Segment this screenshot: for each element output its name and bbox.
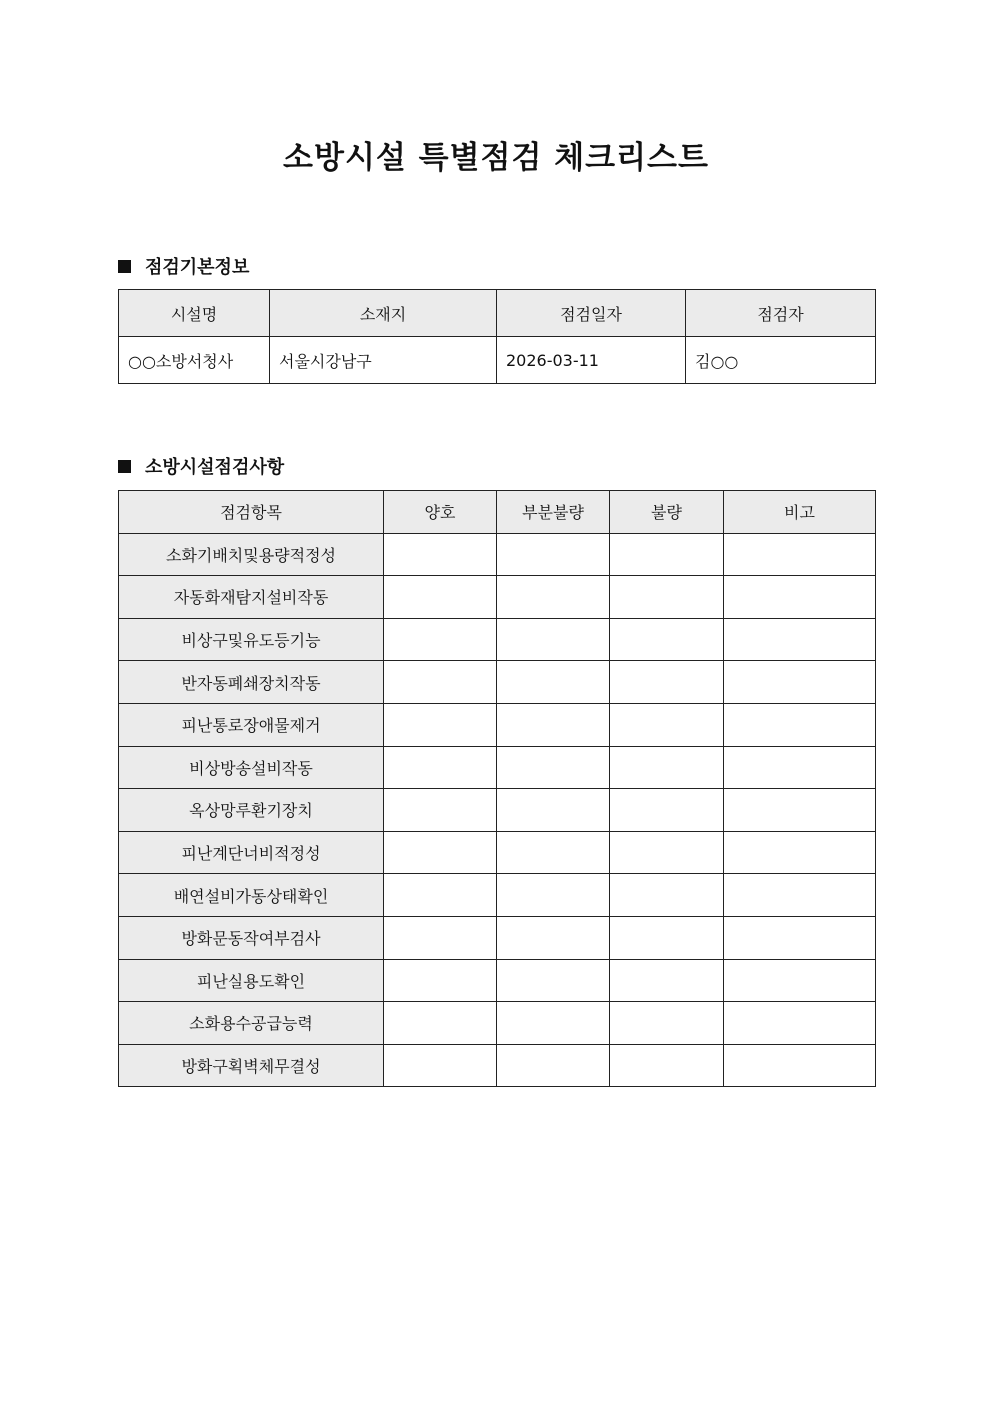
check-cell-good[interactable] bbox=[384, 533, 497, 576]
section-heading-basic-info bbox=[118, 253, 249, 279]
header-facility-name: 시설명 bbox=[119, 290, 270, 337]
table-row bbox=[119, 576, 876, 619]
check-cell-defect[interactable] bbox=[610, 959, 724, 1002]
check-cell-remarks[interactable] bbox=[724, 703, 876, 746]
check-cell-defect[interactable] bbox=[610, 576, 724, 619]
table-row bbox=[119, 533, 876, 576]
check-item-name: 비상구및유도등기능 bbox=[119, 618, 384, 661]
checklist-table bbox=[118, 490, 876, 1087]
table-row bbox=[119, 959, 876, 1002]
header-inspector: 점검자 bbox=[686, 290, 876, 337]
table-row bbox=[119, 1002, 876, 1045]
header-inspection-date: 점검일자 bbox=[497, 290, 686, 337]
check-cell-defect[interactable] bbox=[610, 789, 724, 832]
check-cell-good[interactable] bbox=[384, 789, 497, 832]
check-cell-remarks[interactable] bbox=[724, 1002, 876, 1045]
check-cell-defect[interactable] bbox=[610, 661, 724, 704]
check-cell-good[interactable] bbox=[384, 746, 497, 789]
check-cell-defect[interactable] bbox=[610, 1044, 724, 1087]
check-cell-partial-defect[interactable] bbox=[497, 746, 610, 789]
check-cell-partial-defect[interactable] bbox=[497, 874, 610, 917]
check-cell-partial-defect[interactable] bbox=[497, 789, 610, 832]
square-bullet-icon bbox=[118, 460, 131, 473]
table-header-row bbox=[119, 290, 876, 337]
table-row bbox=[119, 703, 876, 746]
value-inspector: 김○○ bbox=[686, 337, 876, 384]
table-row bbox=[119, 337, 876, 384]
check-cell-partial-defect[interactable] bbox=[497, 533, 610, 576]
table-row bbox=[119, 618, 876, 661]
check-cell-remarks[interactable] bbox=[724, 789, 876, 832]
check-cell-good[interactable] bbox=[384, 661, 497, 704]
check-cell-partial-defect[interactable] bbox=[497, 1044, 610, 1087]
value-inspection-date: 2026-03-11 bbox=[497, 337, 686, 384]
check-cell-partial-defect[interactable] bbox=[497, 576, 610, 619]
check-cell-remarks[interactable] bbox=[724, 661, 876, 704]
check-cell-defect[interactable] bbox=[610, 746, 724, 789]
check-cell-remarks[interactable] bbox=[724, 533, 876, 576]
check-cell-remarks[interactable] bbox=[724, 618, 876, 661]
check-item-name: 방화구획벽체무결성 bbox=[119, 1044, 384, 1087]
check-cell-defect[interactable] bbox=[610, 831, 724, 874]
check-cell-partial-defect[interactable] bbox=[497, 831, 610, 874]
check-cell-remarks[interactable] bbox=[724, 831, 876, 874]
table-row bbox=[119, 746, 876, 789]
header-partial-defect: 부분불량 bbox=[497, 491, 610, 534]
document-title: 소방시설 특별점검 체크리스트 bbox=[283, 140, 709, 176]
check-item-name: 피난실용도확인 bbox=[119, 959, 384, 1002]
value-facility-name: ○○소방서청사 bbox=[119, 337, 270, 384]
header-check-item: 점검항목 bbox=[119, 491, 384, 534]
table-row bbox=[119, 789, 876, 832]
header-defect: 불량 bbox=[610, 491, 724, 534]
section-heading-label: 소방시설점검사항 bbox=[145, 457, 285, 478]
checklist-body bbox=[119, 533, 876, 1087]
check-cell-defect[interactable] bbox=[610, 916, 724, 959]
check-cell-partial-defect[interactable] bbox=[497, 916, 610, 959]
check-cell-good[interactable] bbox=[384, 1044, 497, 1087]
check-cell-partial-defect[interactable] bbox=[497, 703, 610, 746]
check-cell-good[interactable] bbox=[384, 831, 497, 874]
check-cell-good[interactable] bbox=[384, 703, 497, 746]
check-cell-remarks[interactable] bbox=[724, 576, 876, 619]
table-row bbox=[119, 916, 876, 959]
check-cell-good[interactable] bbox=[384, 576, 497, 619]
check-item-name: 소화기배치및용량적정성 bbox=[119, 533, 384, 576]
check-item-name: 배연설비가동상태확인 bbox=[119, 874, 384, 917]
check-item-name: 반자동폐쇄장치작동 bbox=[119, 661, 384, 704]
check-item-name: 피난통로장애물제거 bbox=[119, 703, 384, 746]
check-item-name: 소화용수공급능력 bbox=[119, 1002, 384, 1045]
header-remarks: 비고 bbox=[724, 491, 876, 534]
check-cell-good[interactable] bbox=[384, 874, 497, 917]
check-cell-partial-defect[interactable] bbox=[497, 618, 610, 661]
check-cell-defect[interactable] bbox=[610, 618, 724, 661]
check-cell-defect[interactable] bbox=[610, 1002, 724, 1045]
check-cell-good[interactable] bbox=[384, 1002, 497, 1045]
section-heading-label: 점검기본정보 bbox=[145, 257, 250, 278]
check-cell-defect[interactable] bbox=[610, 874, 724, 917]
check-cell-good[interactable] bbox=[384, 618, 497, 661]
check-cell-remarks[interactable] bbox=[724, 1044, 876, 1087]
header-good: 양호 bbox=[384, 491, 497, 534]
check-item-name: 피난계단너비적정성 bbox=[119, 831, 384, 874]
basic-info-table bbox=[118, 289, 876, 384]
check-cell-remarks[interactable] bbox=[724, 746, 876, 789]
check-cell-partial-defect[interactable] bbox=[497, 1002, 610, 1045]
check-cell-good[interactable] bbox=[384, 916, 497, 959]
check-item-name: 비상방송설비작동 bbox=[119, 746, 384, 789]
check-cell-partial-defect[interactable] bbox=[497, 959, 610, 1002]
section-heading-checklist bbox=[118, 453, 284, 479]
check-item-name: 옥상망루환기장치 bbox=[119, 789, 384, 832]
check-item-name: 방화문동작여부검사 bbox=[119, 916, 384, 959]
table-row bbox=[119, 874, 876, 917]
check-cell-defect[interactable] bbox=[610, 533, 724, 576]
table-header-row bbox=[119, 491, 876, 534]
check-cell-partial-defect[interactable] bbox=[497, 661, 610, 704]
table-row bbox=[119, 831, 876, 874]
check-cell-good[interactable] bbox=[384, 959, 497, 1002]
check-cell-remarks[interactable] bbox=[724, 874, 876, 917]
value-location: 서울시강남구 bbox=[270, 337, 497, 384]
check-cell-remarks[interactable] bbox=[724, 959, 876, 1002]
table-row bbox=[119, 661, 876, 704]
square-bullet-icon bbox=[118, 260, 131, 273]
check-cell-remarks[interactable] bbox=[724, 916, 876, 959]
header-location: 소재지 bbox=[270, 290, 497, 337]
table-row bbox=[119, 1044, 876, 1087]
check-item-name: 자동화재탐지설비작동 bbox=[119, 576, 384, 619]
check-cell-defect[interactable] bbox=[610, 703, 724, 746]
